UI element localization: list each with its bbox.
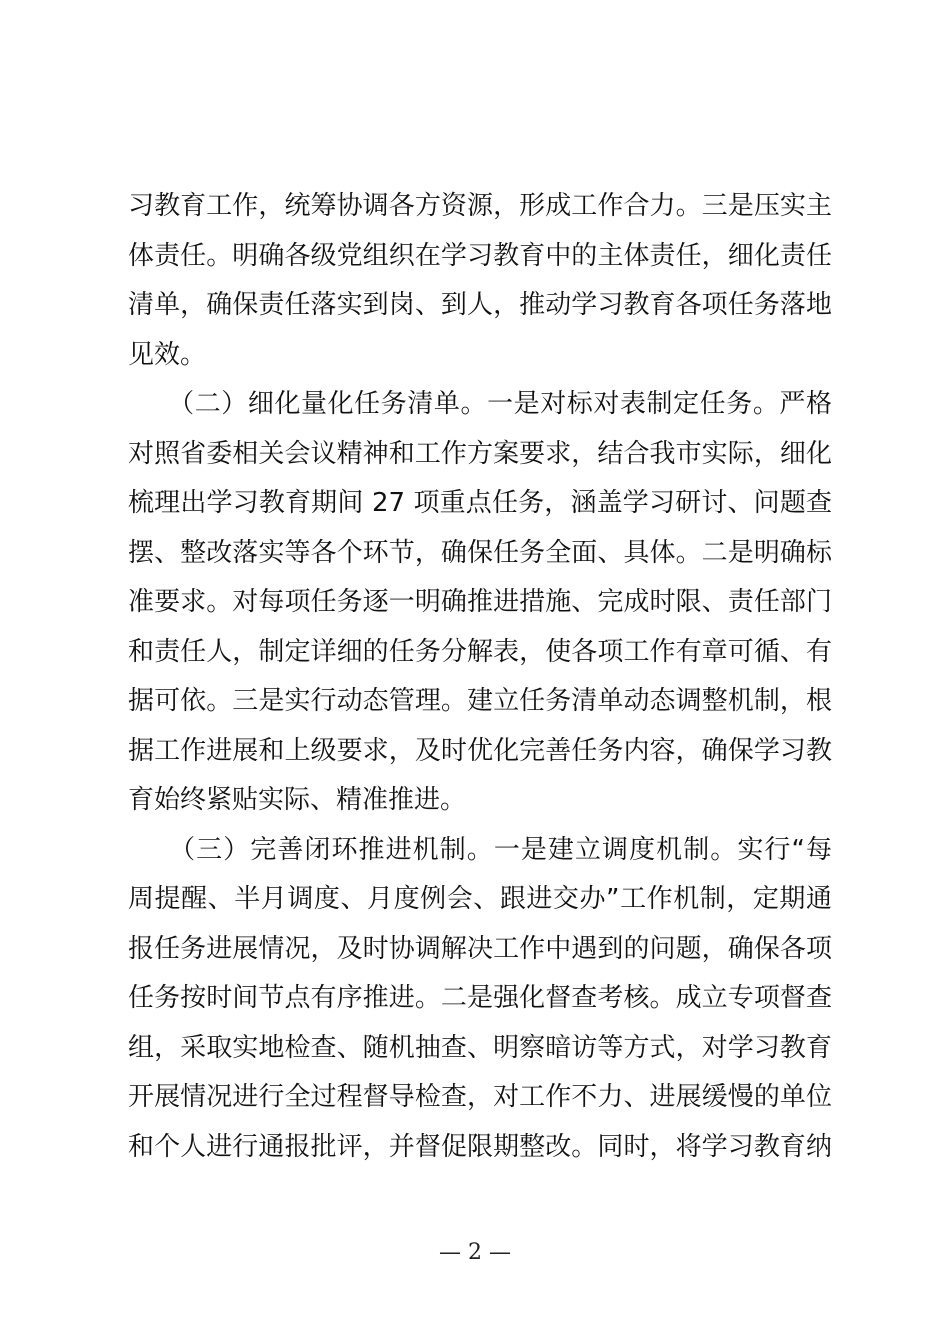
text-line: 对照省委相关会议精神和工作方案要求，结合我市实际，细化 [128,438,832,469]
text-line: 摆、整改落实等各个环节，确保任务全面、具体。二是明确标 [128,537,832,568]
page-number: — 2 — [439,1240,511,1265]
text-line: 梳理出学习教育期间 27 项重点任务，涵盖学习研讨、问题查 [128,488,832,518]
text-line: 和责任人，制定详细的任务分解表，使各项工作有章可循、有 [128,636,832,667]
text-line: 组，采取实地检查、随机抽查、明察暗访等方式，对学习教育 [128,1032,832,1063]
body-text [128,182,832,1172]
text-line: 任务按时间节点有序推进。二是强化督查考核。成立专项督查 [128,983,832,1013]
text-line: 准要求。对每项任务逐一明确推进措施、完成时限、责任部门 [128,587,832,617]
text-line: 见效。 [128,339,207,370]
text-line: 和个人进行通报批评，并督促限期整改。同时，将学习教育纳 [128,1131,832,1162]
text-line: 育始终紧贴实际、精准推进。 [128,785,467,815]
section-heading-line: （三）完善闭环推进机制。一是建立调度机制。实行“每 [128,834,832,865]
section-heading-line: （二）细化量化任务清单。一是对标对表制定任务。严格 [128,389,832,419]
text-line: 周提醒、半月调度、月度例会、跟进交办”工作机制，定期通 [128,884,832,914]
text-line: 体责任。明确各级党组织在学习教育中的主体责任，细化责任 [128,240,832,271]
text-line: 据工作进展和上级要求，及时优化完善任务内容，确保学习教 [128,735,832,766]
text-line: 习教育工作，统筹协调各方资源，形成工作合力。三是压实主 [128,191,832,221]
text-line: 据可依。三是实行动态管理。建立任务清单动态调整机制，根 [128,686,832,716]
text-line: 报任务进展情况，及时协调解决工作中遇到的问题，确保各项 [128,933,832,964]
text-line: 开展情况进行全过程督导检查，对工作不力、进展缓慢的单位 [128,1082,832,1112]
text-line: 清单，确保责任落实到岗、到人，推动学习教育各项任务落地 [128,290,832,320]
